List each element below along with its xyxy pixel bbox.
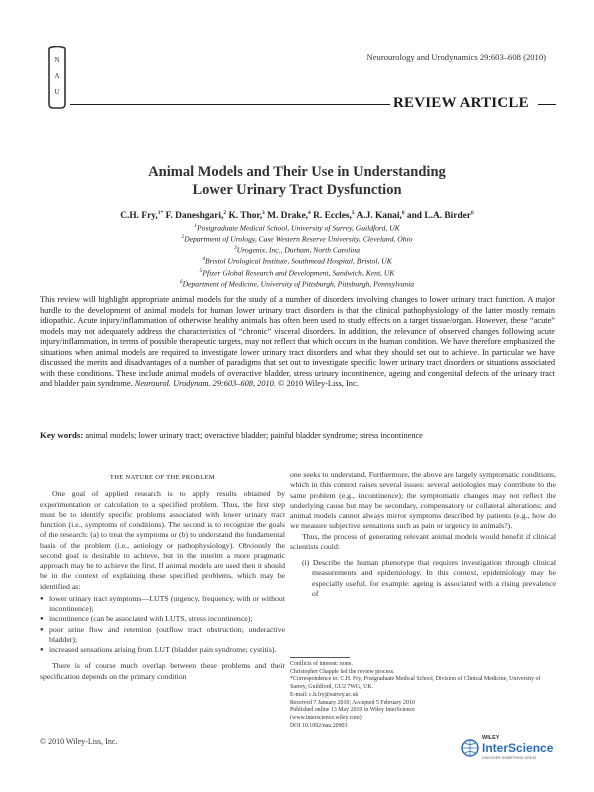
bullet-item: ● increased sensations arising from LUT (bladder pain syndrome; cystitis). bbox=[40, 645, 285, 655]
affiliation-text: Department of Urology, Case Western Reserve University, Cleveland, Ohio bbox=[184, 234, 413, 244]
title-line: Animal Models and Their Use in Understanding bbox=[148, 164, 446, 180]
author-affiliation-mark: 6 bbox=[401, 210, 405, 216]
header-rule-right bbox=[538, 104, 556, 105]
affiliation-text: Bristol Urological Institute, Southmead Hospital, Bristol, UK bbox=[204, 256, 392, 266]
footnote: Conflicts of interest: none. bbox=[290, 661, 353, 667]
affiliation bbox=[40, 255, 554, 266]
affiliation bbox=[40, 267, 554, 278]
author-name: K. Thor, bbox=[228, 211, 263, 222]
author-name: R. Eccles, bbox=[313, 211, 352, 222]
affiliation bbox=[40, 222, 554, 233]
affiliation bbox=[40, 244, 554, 255]
bullet-item: ● incontinence (can be associated with LUTS, stress incontinence); bbox=[40, 614, 285, 624]
bullet-item: ● lower urinary tract symptoms—LUTS (urgency, frequency, with or without incontinence); bbox=[40, 594, 285, 615]
numbered-list-item: (i) Describe the human phenotype that requires investigation through clinical measurements and epidemiology. In this context, epidemiology may be especially useful, for example: ageing is associated with a rising prevalence of bbox=[302, 558, 556, 598]
author-affiliation-mark: 2 bbox=[223, 210, 227, 216]
article-type: REVIEW ARTICLE bbox=[393, 95, 529, 111]
affiliation-text: Postgraduate Medical School, University of Surrey, Guildford, UK bbox=[196, 223, 400, 233]
keywords-label: Key words: bbox=[40, 430, 84, 440]
abstract-text: This review will highlight appropriate animal models for the study of a number of disorders involving changes to lower urinary tract function. A major hurdle to the development of animal models for human lower urinary tract disorders is that the clinical pathophysiology of the latter mostly remain idiopathic. Acute injury/inflammation of otherwise healthy animals has often been used to study effects on a target tissue/organ. However, these “acute” models may not adequately address the characteristics of “chronic” visceral disorders. In addition, the relevance of observed changes following acute injury/inflammation, in terms of possible therapeutic targets, may not reflect that which occurs in the human condition. We have therefore emphasized the situations when animal models are required to investigate lower urinary tract disorders and what they should set out to achieve. In particular we have discussed the merits and disadvantages of a number of paradigms that set out to investigate specific lower urinary tract disorders or situations associated with these conditions. These include animal models of overactive bladder, stress urinary incontinence, ageing and congenital defects of the urinary tract and bladder pain syndrome. bbox=[40, 295, 555, 389]
article-title bbox=[40, 163, 554, 199]
affiliation-mark: 1 bbox=[194, 223, 197, 229]
journal-logo bbox=[46, 46, 68, 110]
affiliation-text: Pfizer Global Research and Development, Sandwich, Kent, UK bbox=[202, 268, 395, 278]
affiliation bbox=[40, 278, 554, 289]
author-name: C.H. Fry, bbox=[120, 211, 158, 222]
affiliation-mark: 2 bbox=[181, 234, 185, 241]
logo-letter: U bbox=[54, 88, 60, 96]
body-column-right bbox=[290, 470, 556, 599]
title-line: Lower Urinary Tract Dysfunction bbox=[192, 182, 402, 198]
section-heading: THE NATURE OF THE PROBLEM bbox=[109, 474, 216, 481]
affiliation-mark: 5 bbox=[199, 267, 203, 274]
abstract-citation: Neurourol. Urodynam. 29:603–608, 2010. bbox=[134, 379, 276, 389]
affiliation-mark: 3 bbox=[233, 245, 237, 252]
footnote: Published online 13 May 2010 in Wiley InterScience bbox=[290, 707, 415, 714]
affiliation-mark: 6 bbox=[179, 278, 183, 285]
footnote-rule bbox=[290, 657, 350, 658]
keywords bbox=[40, 430, 555, 440]
author-affiliation-mark: 1* bbox=[157, 210, 164, 216]
logo-letter: A bbox=[54, 72, 60, 80]
footnotes bbox=[290, 661, 556, 730]
abstract-copyright: © 2010 Wiley-Liss, Inc. bbox=[278, 379, 359, 389]
author-name: and L.A. Birder bbox=[406, 211, 471, 222]
publisher-logo bbox=[460, 728, 556, 764]
body-paragraph: Thus, the process of generating relevant animal models would benefit if clinical scientists could: bbox=[290, 531, 556, 551]
publisher-name: InterScience bbox=[482, 741, 554, 755]
author-affiliation-mark: 5 bbox=[351, 210, 355, 216]
author-affiliation-mark: 6 bbox=[470, 210, 474, 216]
footnote-email[interactable]: E-mail: c.h.fry@surrey.ac.uk bbox=[290, 691, 359, 698]
author-affiliation-mark: 3 bbox=[262, 210, 265, 216]
bullet-item: ● poor urine flow and retention (outflow tract obstruction; underactive bladder); bbox=[40, 625, 285, 646]
body-column-left bbox=[40, 473, 285, 682]
footnote: Received 7 January 2010; Accepted 5 February 2010 bbox=[290, 699, 415, 706]
author-list bbox=[40, 210, 554, 221]
body-paragraph: one seeks to understand. Furthermore, the above are largely symptomatic conditions, which in this context raises several issues: several aetiologies may contribute to the same problem (e.g., incontinence); the symptomatic changes may not reflect the underlying cause but may be secondary, compensatory or collateral alterations; and animal models cannot always mirror symptoms described by patients (e.g., how do we measure subjective sensations such as pain or urgency in animals?). bbox=[290, 470, 556, 531]
bullet-list bbox=[40, 594, 285, 656]
page-copyright: © 2010 Wiley-Liss, Inc. bbox=[40, 737, 118, 746]
body-paragraph: There is of course much overlap between these problems and their specification depends on the primary condition bbox=[40, 661, 285, 681]
publisher-top-label: WILEY bbox=[482, 735, 500, 741]
footnote: *Correspondence to: C.H. Fry, Postgraduate Medical School, Division of Clinical Medicine, University of Surrey, Guildford, GU2 7WG, UK. bbox=[290, 676, 541, 691]
author-name: F. Daneshgari, bbox=[165, 211, 224, 222]
logo-letter: N bbox=[54, 56, 60, 64]
abstract bbox=[40, 295, 555, 390]
globe-icon bbox=[462, 740, 478, 756]
affiliation-list bbox=[40, 222, 554, 289]
keywords-text: animal models; lower urinary tract; overactive bladder; painful bladder syndrome; stress incontinence bbox=[85, 431, 423, 440]
affiliation-text: Urogenix, Inc., Durham, North Carolina bbox=[236, 245, 361, 255]
body-paragraph: One goal of applied research is to apply results obtained by experimentation or calculation to a specified problem. Thus, the first step must be to identify specific problems associated with lower urinary tract function (i.e., symptoms of conditions). The second is to recognize the goals of the research: (a) to treat the symptoms or (b) to understand the fundamental basis of the problem (i.e., aetiology or pathophysiology). Obviously the second goal is desirable to achieve, but in the interim a more pragmatic approach may be to achieve the first. If animal models are used then it should be in the context of explaining these specified problems, which may be identified as: bbox=[40, 489, 285, 591]
publisher-tagline: DISCOVER SOMETHING GREAT bbox=[482, 756, 537, 760]
affiliation-mark: 4 bbox=[202, 256, 205, 263]
journal-reference: Neurourology and Urodynamics 29:603–608 (2010) bbox=[366, 52, 546, 62]
affiliation-text: Department of Medicine, University of Pittsburgh, Pittsburgh, Pennsylvania bbox=[182, 279, 415, 289]
footnote-doi: DOI 10.1002/nau.20903 bbox=[290, 722, 348, 729]
affiliation bbox=[40, 233, 554, 244]
footnote-link[interactable]: (www.interscience.wiley.com) bbox=[290, 714, 362, 721]
footnote: Christopher Chapple led the review process. bbox=[290, 668, 395, 675]
author-name: M. Drake, bbox=[267, 211, 309, 222]
author-affiliation-mark: 4 bbox=[308, 210, 311, 216]
header-rule-left bbox=[70, 104, 390, 105]
author-name: A.J. Kanai, bbox=[356, 211, 402, 222]
